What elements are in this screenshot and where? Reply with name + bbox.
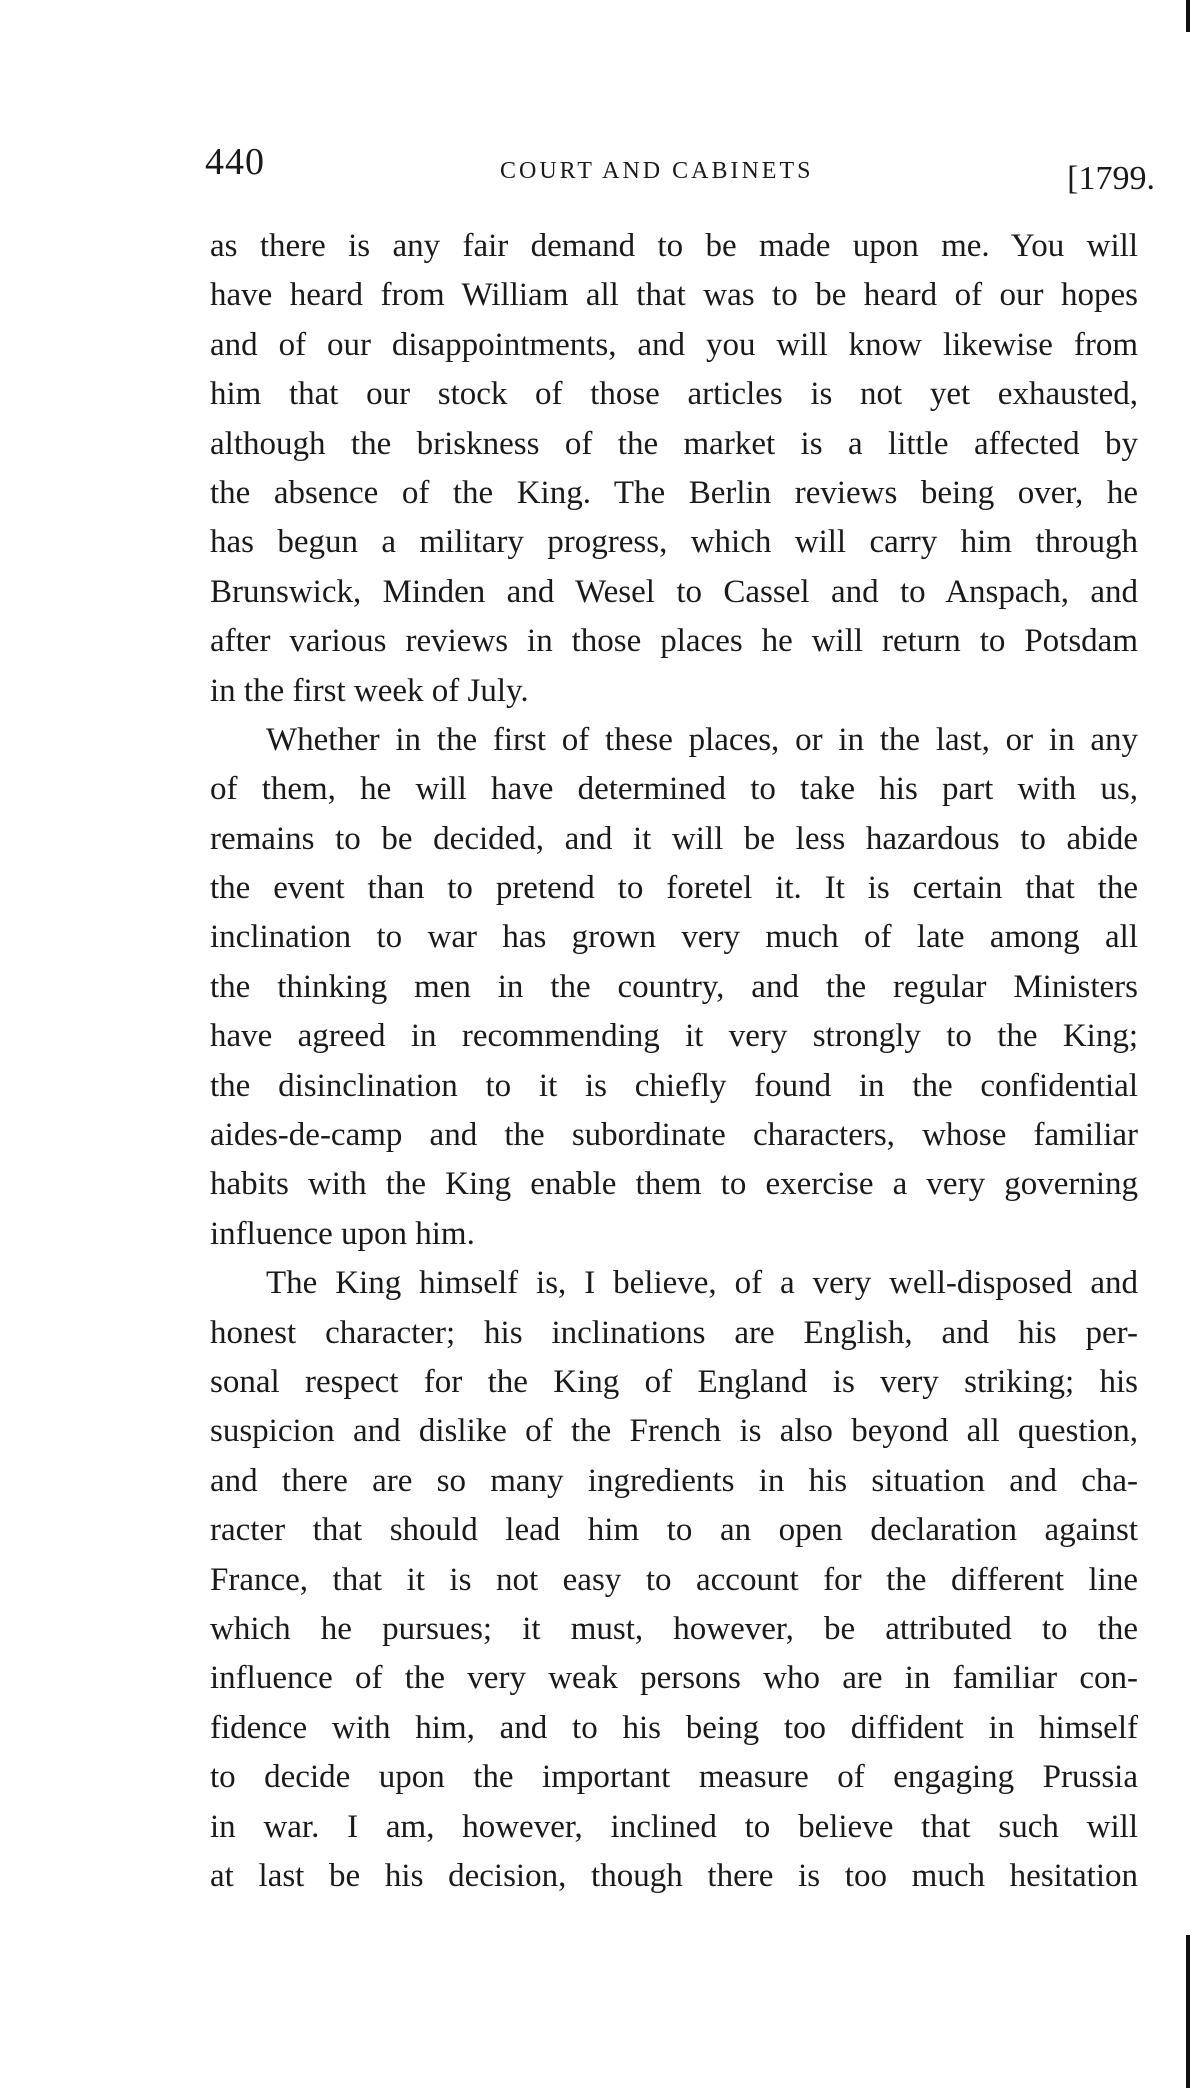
running-head <box>205 140 1155 200</box>
text-line: and there are so many ingredients in his situation and cha- <box>210 1462 1138 1499</box>
text-line: the event than to pretend to foretel it. It is certain that the <box>210 870 1138 907</box>
text-line: honest character; his inclinations are English, and his per- <box>210 1314 1138 1351</box>
text-line: in the first week of July. <box>210 672 529 709</box>
text-line: influence of the very weak persons who are in familiar con- <box>210 1660 1138 1697</box>
text-line: the absence of the King. The Berlin reviews being over, he <box>210 474 1138 511</box>
text-line: The King himself is, I believe, of a very well-disposed and <box>266 1265 1138 1302</box>
text-line: suspicion and dislike of the French is also beyond all question, <box>210 1413 1138 1450</box>
running-year: [1799. <box>1067 160 1155 197</box>
text-line: France, that it is not easy to account for the different line <box>210 1561 1138 1598</box>
text-line: aides-de-camp and the subordinate characters, whose familiar <box>210 1117 1138 1154</box>
running-title: COURT AND CABINETS <box>500 158 814 184</box>
margin-rule-top <box>1186 0 1190 32</box>
text-line: as there is any fair demand to be made upon me. You will <box>210 228 1138 264</box>
text-line: and of our disappointments, and you will know likewise from <box>210 326 1138 363</box>
text-line: the disinclination to it is chiefly found in the confidential <box>210 1067 1138 1104</box>
text-line: inclination to war has grown very much of late among all <box>210 919 1138 956</box>
body-text <box>210 222 1138 1901</box>
text-line: of them, he will have determined to take his part with us, <box>210 771 1138 808</box>
text-line: the thinking men in the country, and the regular Ministers <box>210 968 1138 1005</box>
text-line: sonal respect for the King of England is very striking; his <box>210 1363 1138 1400</box>
text-line: have agreed in recommending it very strongly to the King; <box>210 1018 1138 1055</box>
text-line: influence upon him. <box>210 1215 475 1252</box>
text-line: in war. I am, however, inclined to believe that such will <box>210 1808 1138 1845</box>
text-line: him that our stock of those articles is not yet exhausted, <box>210 376 1138 413</box>
text-line: although the briskness of the market is a little affected by <box>210 425 1138 462</box>
text-line: has begun a military progress, which will carry him through <box>210 524 1138 561</box>
margin-rule-bottom <box>1186 1935 1190 2088</box>
text-line: fidence with him, and to his being too diffident in himself <box>210 1709 1138 1746</box>
text-line: after various reviews in those places he will return to Potsdam <box>210 623 1138 660</box>
text-line: at last be his decision, though there is too much hesitation <box>210 1857 1138 1894</box>
page-number: 440 <box>205 141 265 183</box>
text-line: remains to be decided, and it will be less hazardous to abide <box>210 820 1138 857</box>
text-line: to decide upon the important measure of engaging Prussia <box>210 1759 1138 1796</box>
text-line: habits with the King enable them to exercise a very governing <box>210 1166 1138 1203</box>
text-line: Brunswick, Minden and Wesel to Cassel and to Anspach, and <box>210 573 1138 610</box>
text-line: racter that should lead him to an open declaration against <box>210 1512 1138 1549</box>
text-line: have heard from William all that was to be heard of our hopes <box>210 277 1138 314</box>
text-line: Whether in the first of these places, or in the last, or in any <box>266 721 1138 758</box>
text-line: which he pursues; it must, however, be attributed to the <box>210 1610 1138 1647</box>
